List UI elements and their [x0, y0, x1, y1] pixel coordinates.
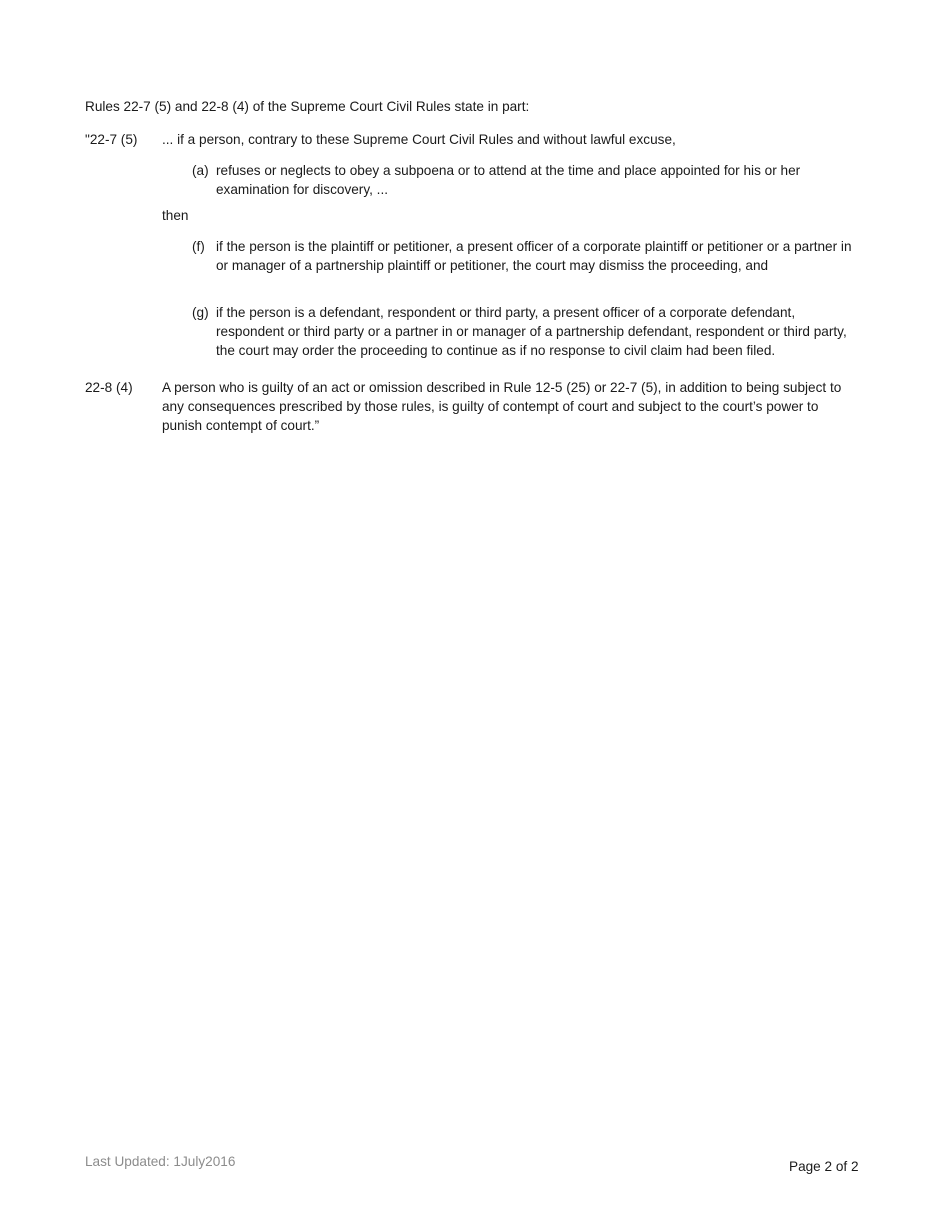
rule-22-8-4-number: 22-8 (4)	[85, 380, 133, 395]
rule-22-7-5-lead: ... if a person, contrary to these Supreme Court Civil Rules and without lawful excuse,	[162, 132, 676, 147]
intro-paragraph: Rules 22-7 (5) and 22-8 (4) of the Supreme Court Civil Rules state in part:	[85, 99, 530, 114]
last-updated: Last Updated: 1July2016	[85, 1154, 236, 1169]
page-number: Page 2 of 2	[789, 1159, 859, 1174]
item-a-text: refuses or neglects to obey a subpoena or to attend at the time and place appointed for his or her examination for discovery, ...	[216, 163, 801, 197]
item-f-text: if the person is the plaintiff or petitioner, a present officer of a corporate plaintiff or petitioner or a partner in or manager of a partnership plaintiff or petitioner, the court may dismiss the proceeding, and	[216, 239, 852, 273]
rule-22-7-5-number: "22-7 (5)	[85, 132, 138, 147]
item-g-text: if the person is a defendant, respondent or third party, a present officer of a corporate defendant, respondent or third party or a partner in or manager of a partnership defendant, respondent or third party, the court may order the proceeding to continue as if no response to civil claim had been filed.	[216, 305, 847, 358]
then-text: then	[162, 208, 189, 223]
item-a-label: (a)	[192, 163, 209, 178]
item-g-label: (g)	[192, 305, 209, 320]
rule-22-8-4-text: A person who is guilty of an act or omission described in Rule 12-5 (25) or 22-7 (5), in addition to being subject to any consequences prescribed by those rules, is guilty of contempt of court and subject to the court’s power to punish contempt of court.”	[162, 380, 842, 433]
item-f-label: (f)	[192, 239, 205, 254]
